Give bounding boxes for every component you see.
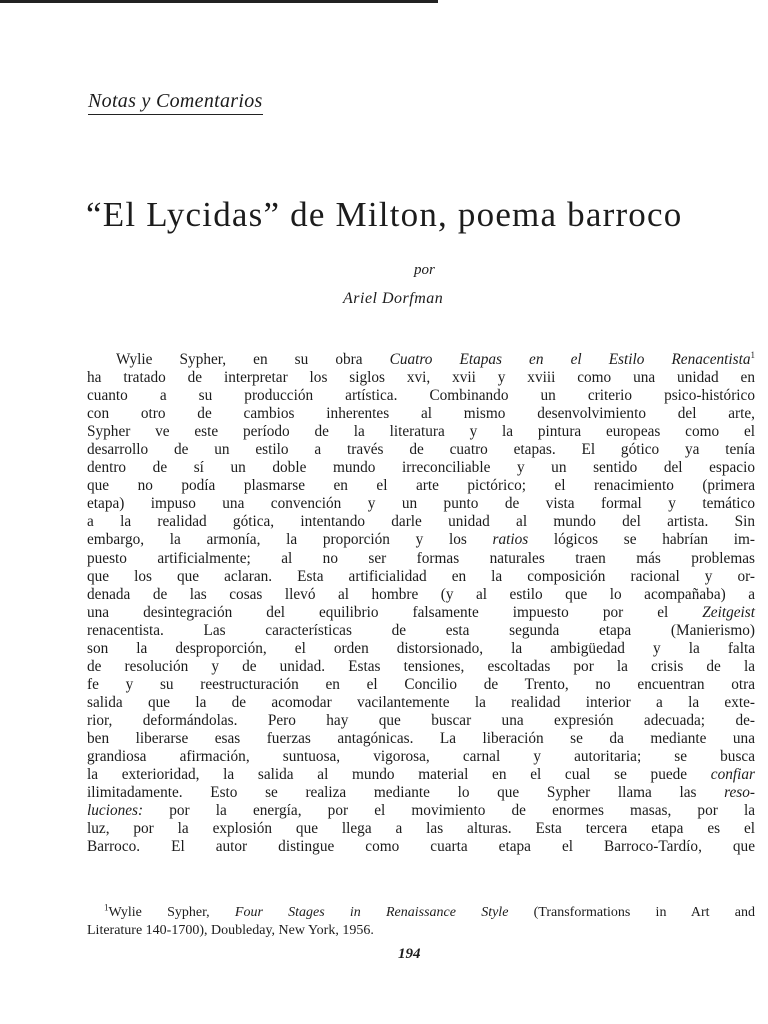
body-line: grandiosa afirmación, suntuosa, vigorosa, carnal y autoritaria; se busca (87, 748, 755, 766)
page-number: 194 (398, 946, 421, 962)
footnote-ref: 1 (750, 349, 755, 360)
footnote-marker: 1 (104, 902, 109, 913)
author-name: Ariel Dorfman (343, 290, 444, 307)
body-line: dentro de sí un doble mundo irreconciliable y un sentido del espacio (87, 459, 755, 477)
body-line: ha tratado de interpretar los siglos xvi, xvii y xviii como una unidad en (87, 369, 755, 387)
body-line: son la desproporción, el orden distorsionado, la ambigüedad y la falta (87, 639, 755, 657)
body-line: la exterioridad, la salida al mundo material en el cual se puede confiar (87, 766, 755, 784)
body-line: renacentista. Las características de esta segunda etapa (Manierismo) (87, 621, 755, 639)
byline: por (414, 262, 435, 278)
body-line: desarrollo de un estilo a través de cuatro etapas. El gótico ya tenía (87, 441, 755, 459)
body-line: etapa) impuso una convención y un punto de vista formal y temático (87, 495, 755, 513)
body-line: una desintegración del equilibrio falsamente impuesto por el Zeitgeist (87, 603, 755, 621)
body-line: luz, por la explosión que llega a las alturas. Esta tercera etapa es el (87, 820, 755, 838)
footnote (87, 904, 755, 940)
body-line: fe y su reestructuración en el Concilio de Trento, no encuentran otra (87, 675, 755, 693)
section-heading: Notas y Comentarios (88, 90, 263, 115)
body-line: ilimitadamente. Esto se realiza mediante lo que Sypher llama las reso- (87, 784, 755, 802)
body-line: Sypher ve este período de la literatura y la pintura europeas como el (87, 423, 755, 441)
body-line: denada de las cosas llevó al hombre (y al estilo que lo acompañaba) a (87, 585, 755, 603)
body-text (87, 351, 755, 856)
body-line: que no podía plasmarse en el arte pictórico; el renacimiento (primera (87, 477, 755, 495)
body-line: salida que la de acomodar vacilantemente la realidad interior a la exte- (87, 693, 755, 711)
body-line: Barroco. El autor distingue como cuarta etapa el Barroco-Tardío, que (87, 838, 755, 856)
body-line: embargo, la armonía, la proporción y los ratios lógicos se habrían im- (87, 531, 755, 549)
footnote-line: $^1$Wylie Sypher, Four Stages in Renaissance Style (Transformations in Art and (104, 902, 755, 920)
body-line: rior, deformándolas. Pero hay que buscar una expresión adecuada; de- (87, 711, 755, 729)
body-line: de resolución y de unidad. Estas tensiones, escoltadas por la crisis de la (87, 657, 755, 675)
footnote-line: Literature 140-1700), Doubleday, New York, 1956. (87, 923, 374, 938)
body-line: ben liberarse esas fuerzas antagónicas. La liberación se da mediante una (87, 729, 755, 747)
body-line: a la realidad gótica, intentando darle unidad al mundo del artista. Sin (87, 513, 755, 531)
body-line: puesto artificialmente; al no ser formas naturales traen más problemas (87, 549, 755, 567)
body-line: cuanto a su producción artística. Combinando un criterio psico-histórico (87, 387, 755, 405)
article-title: “El Lycidas” de Milton, poema barroco (86, 195, 683, 234)
body-line: con otro de cambios inherentes al mismo desenvolvimiento del arte, (87, 405, 755, 423)
body-line: Wylie Sypher, en su obra Cuatro Etapas en el Estilo Renacentista$^1$ (116, 349, 755, 368)
top-rule (0, 0, 438, 3)
body-line: que los que aclaran. Esta artificialidad en la composición racional y or- (87, 567, 755, 585)
body-line: luciones: por la energía, por el movimiento de enormes masas, por la (87, 802, 755, 820)
